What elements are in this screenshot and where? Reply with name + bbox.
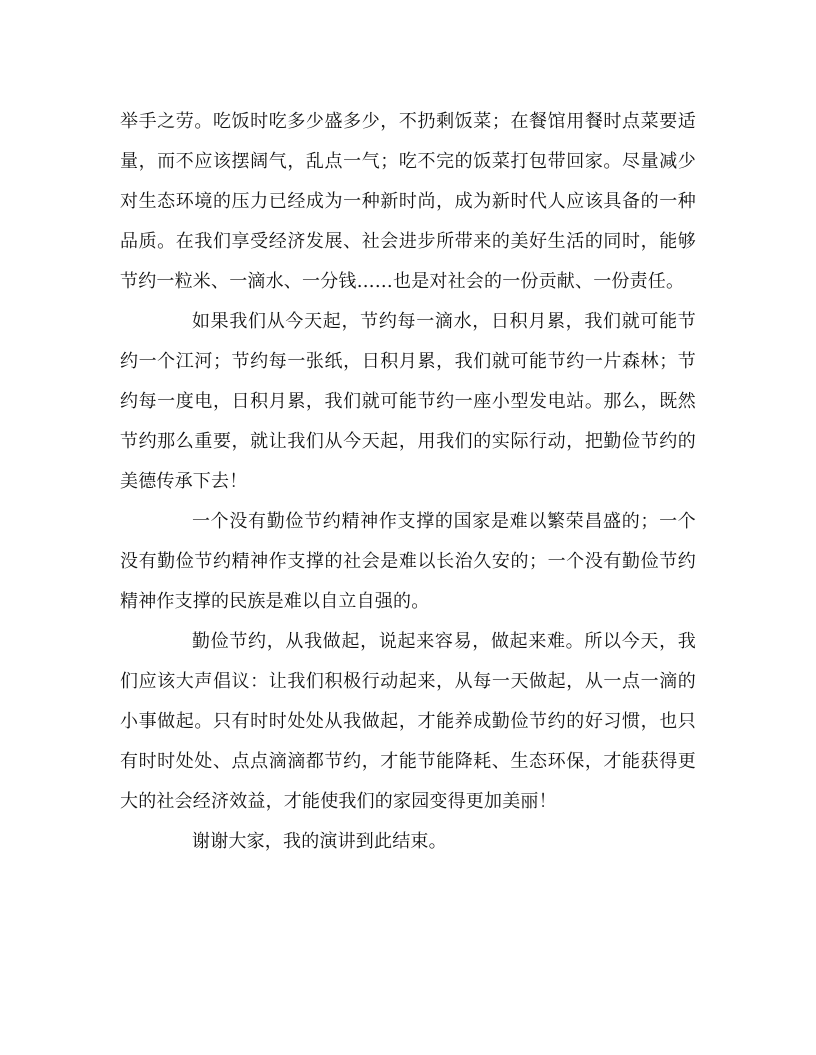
paragraph-continuation: 举手之劳。吃饭时吃多少盛多少，不扔剩饭菜；在餐馆用餐时点菜要适量，而不应该摆阔气，乱点一气；吃不完的饭菜打包带回家。尽量减少对生态环境的压力已经成为一种新时尚，成为新时代人应该具备的一种品质。在我们享受经济发展、社会进步所带来的美好生活的同时，能够节约一粒米、一滴水、一分钱……也是对社会的一份贡献、一份责任。: [120, 111, 696, 292]
paragraph-saving-water: 如果我们从今天起，节约每一滴水，日积月累，我们就可能节约一个江河；节约每一张纸，日积月累，我们就可能节约一片森林；节约每一度电，日积月累，我们就可能节约一座小型发电站。那么，既然节约那么重要，就让我们从今天起，用我们的实际行动，把勤俭节约的美德传承下去！: [120, 311, 696, 492]
paragraph-closing: 谢谢大家，我的演讲到此结束。: [192, 831, 447, 852]
document-body: [120, 102, 696, 862]
paragraph-call-to-action: 勤俭节约，从我做起，说起来容易，做起来难。所以今天，我们应该大声倡议：让我们积极行动起来，从每一天做起，从一点一滴的小事做起。只有时时处处从我做起，才能养成勤俭节约的好习惯，也只有时时处处、点点滴滴都节约，才能节能降耗、生态环保，才能获得更大的社会经济效益，才能使我们的家园变得更加美丽！: [120, 631, 696, 812]
paragraph-nation-society: 一个没有勤俭节约精神作支撑的国家是难以繁荣昌盛的；一个没有勤俭节约精神作支撑的社会是难以长治久安的；一个没有勤俭节约精神作支撑的民族是难以自立自强的。: [120, 511, 696, 612]
